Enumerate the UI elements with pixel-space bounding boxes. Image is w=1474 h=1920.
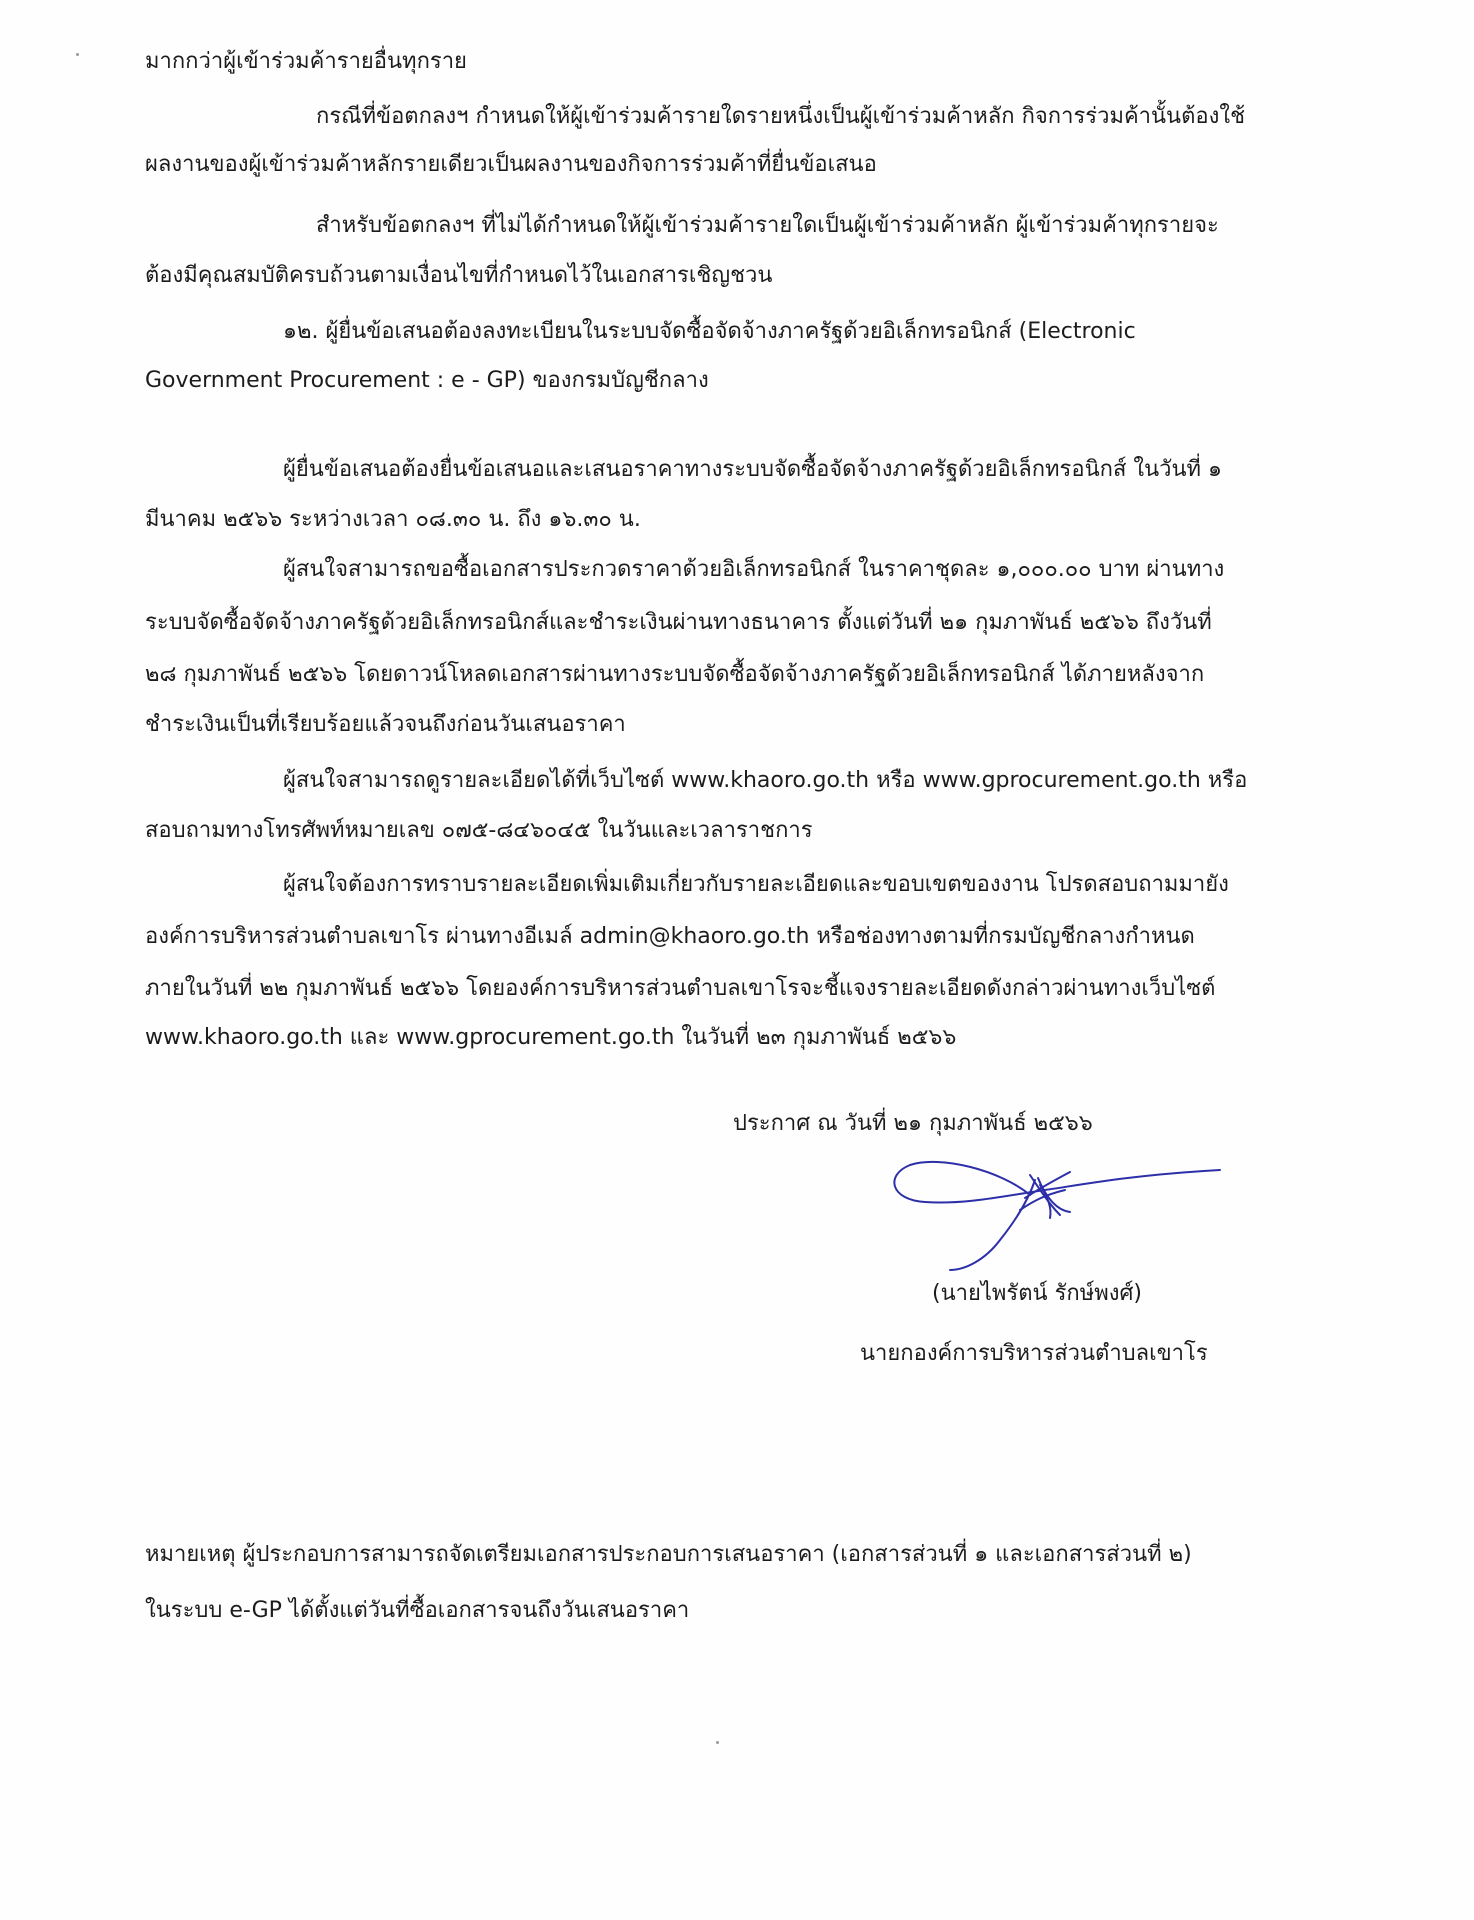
paragraph-line: www.khaoro.go.th และ www.gprocurement.go.th ในวันที่ ๒๓ กุมภาพันธ์ ๒๕๖๖ [145, 1025, 957, 1050]
paragraph-line: Government Procurement : e - GP) ของกรมบัญชีกลาง [145, 368, 709, 393]
paragraph-line: ผู้สนใจสามารถดูรายละเอียดได้ที่เว็บไซต์ www.khaoro.go.th หรือ www.gprocurement.go.th หรือ [283, 768, 1248, 793]
paragraph-line: ต้องมีคุณสมบัติครบถ้วนตามเงื่อนไขที่กำหนดไว้ในเอกสารเชิญชวน [145, 263, 773, 288]
note-line: หมายเหตุ ผู้ประกอบการสามารถจัดเตรียมเอกสารประกอบการเสนอราคา (เอกสารส่วนที่ ๑ และเอกสารส่วนที่ ๒) [145, 1542, 1192, 1567]
paragraph-line: ผู้สนใจสามารถขอซื้อเอกสารประกวดราคาด้วยอิเล็กทรอนิกส์ ในราคาชุดละ ๑,๐๐๐.๐๐ บาท ผ่านทาง [283, 557, 1225, 582]
scan-speck [76, 53, 79, 56]
paragraph-line: มีนาคม ๒๕๖๖ ระหว่างเวลา ๐๘.๓๐ น. ถึง ๑๖.๓๐ น. [145, 507, 641, 532]
paragraph-line: ภายในวันที่ ๒๒ กุมภาพันธ์ ๒๕๖๖ โดยองค์การบริหารส่วนตำบลเขาโรจะชี้แจงรายละเอียดดังกล่าวผ่านทางเว็บไซต์ [145, 976, 1216, 1001]
paragraph-line: องค์การบริหารส่วนตำบลเขาโร ผ่านทางอีเมล์ admin@khaoro.go.th หรือช่องทางตามที่กรมบัญชีกลางกำหนด [145, 924, 1195, 949]
signature-image [880, 1150, 1230, 1275]
paragraph-line: ผู้ยื่นข้อเสนอต้องยื่นข้อเสนอและเสนอราคาทางระบบจัดซื้อจัดจ้างภาครัฐด้วยอิเล็กทรอนิกส์ ในวันที่ ๑ [283, 457, 1222, 482]
note-line: ในระบบ e-GP ได้ตั้งแต่วันที่ซื้อเอกสารจนถึงวันเสนอราคา [145, 1598, 690, 1623]
paragraph-line: มากกว่าผู้เข้าร่วมค้ารายอื่นทุกราย [145, 49, 467, 74]
signatory-title: นายกองค์การบริหารส่วนตำบลเขาโร [860, 1341, 1208, 1366]
paragraph-line: ๒๘ กุมภาพันธ์ ๒๕๖๖ โดยดาวน์โหลดเอกสารผ่านทางระบบจัดซื้อจัดจ้างภาครัฐด้วยอิเล็กทรอนิกส์ ได้ภายหลังจาก [145, 662, 1205, 687]
paragraph-line: กรณีที่ข้อตกลงฯ กำหนดให้ผู้เข้าร่วมค้ารายใดรายหนึ่งเป็นผู้เข้าร่วมค้าหลัก กิจการร่วมค้านั้นต้องใช้ [316, 104, 1246, 129]
scan-speck [716, 1741, 719, 1744]
paragraph-line: ระบบจัดซื้อจัดจ้างภาครัฐด้วยอิเล็กทรอนิกส์และชำระเงินผ่านทางธนาคาร ตั้งแต่วันที่ ๒๑ กุมภาพันธ์ ๒๕๖๖ ถึงวันที่ [145, 610, 1212, 635]
paragraph-line: ผู้สนใจต้องการทราบรายละเอียดเพิ่มเติมเกี่ยวกับรายละเอียดและขอบเขตของงาน โปรดสอบถามมายัง [283, 872, 1229, 897]
announcement-date: ประกาศ ณ วันที่ ๒๑ กุมภาพันธ์ ๒๕๖๖ [733, 1111, 1093, 1136]
paragraph-line: สำหรับข้อตกลงฯ ที่ไม่ได้กำหนดให้ผู้เข้าร่วมค้ารายใดเป็นผู้เข้าร่วมค้าหลัก ผู้เข้าร่วมค้าทุกรายจะ [316, 213, 1219, 238]
paragraph-line: ผลงานของผู้เข้าร่วมค้าหลักรายเดียวเป็นผลงานของกิจการร่วมค้าที่ยื่นข้อเสนอ [145, 152, 877, 177]
paragraph-line: ชำระเงินเป็นที่เรียบร้อยแล้วจนถึงก่อนวันเสนอราคา [145, 712, 626, 737]
signatory-name: (นายไพรัตน์ รักษ์พงศ์) [932, 1281, 1142, 1306]
paragraph-line: สอบถามทางโทรศัพท์หมายเลข ๐๗๕-๘๔๖๐๔๕ ในวันและเวลาราชการ [145, 818, 813, 843]
paragraph-line: ๑๒. ผู้ยื่นข้อเสนอต้องลงทะเบียนในระบบจัดซื้อจัดจ้างภาครัฐด้วยอิเล็กทรอนิกส์ (Electronic [283, 319, 1136, 344]
